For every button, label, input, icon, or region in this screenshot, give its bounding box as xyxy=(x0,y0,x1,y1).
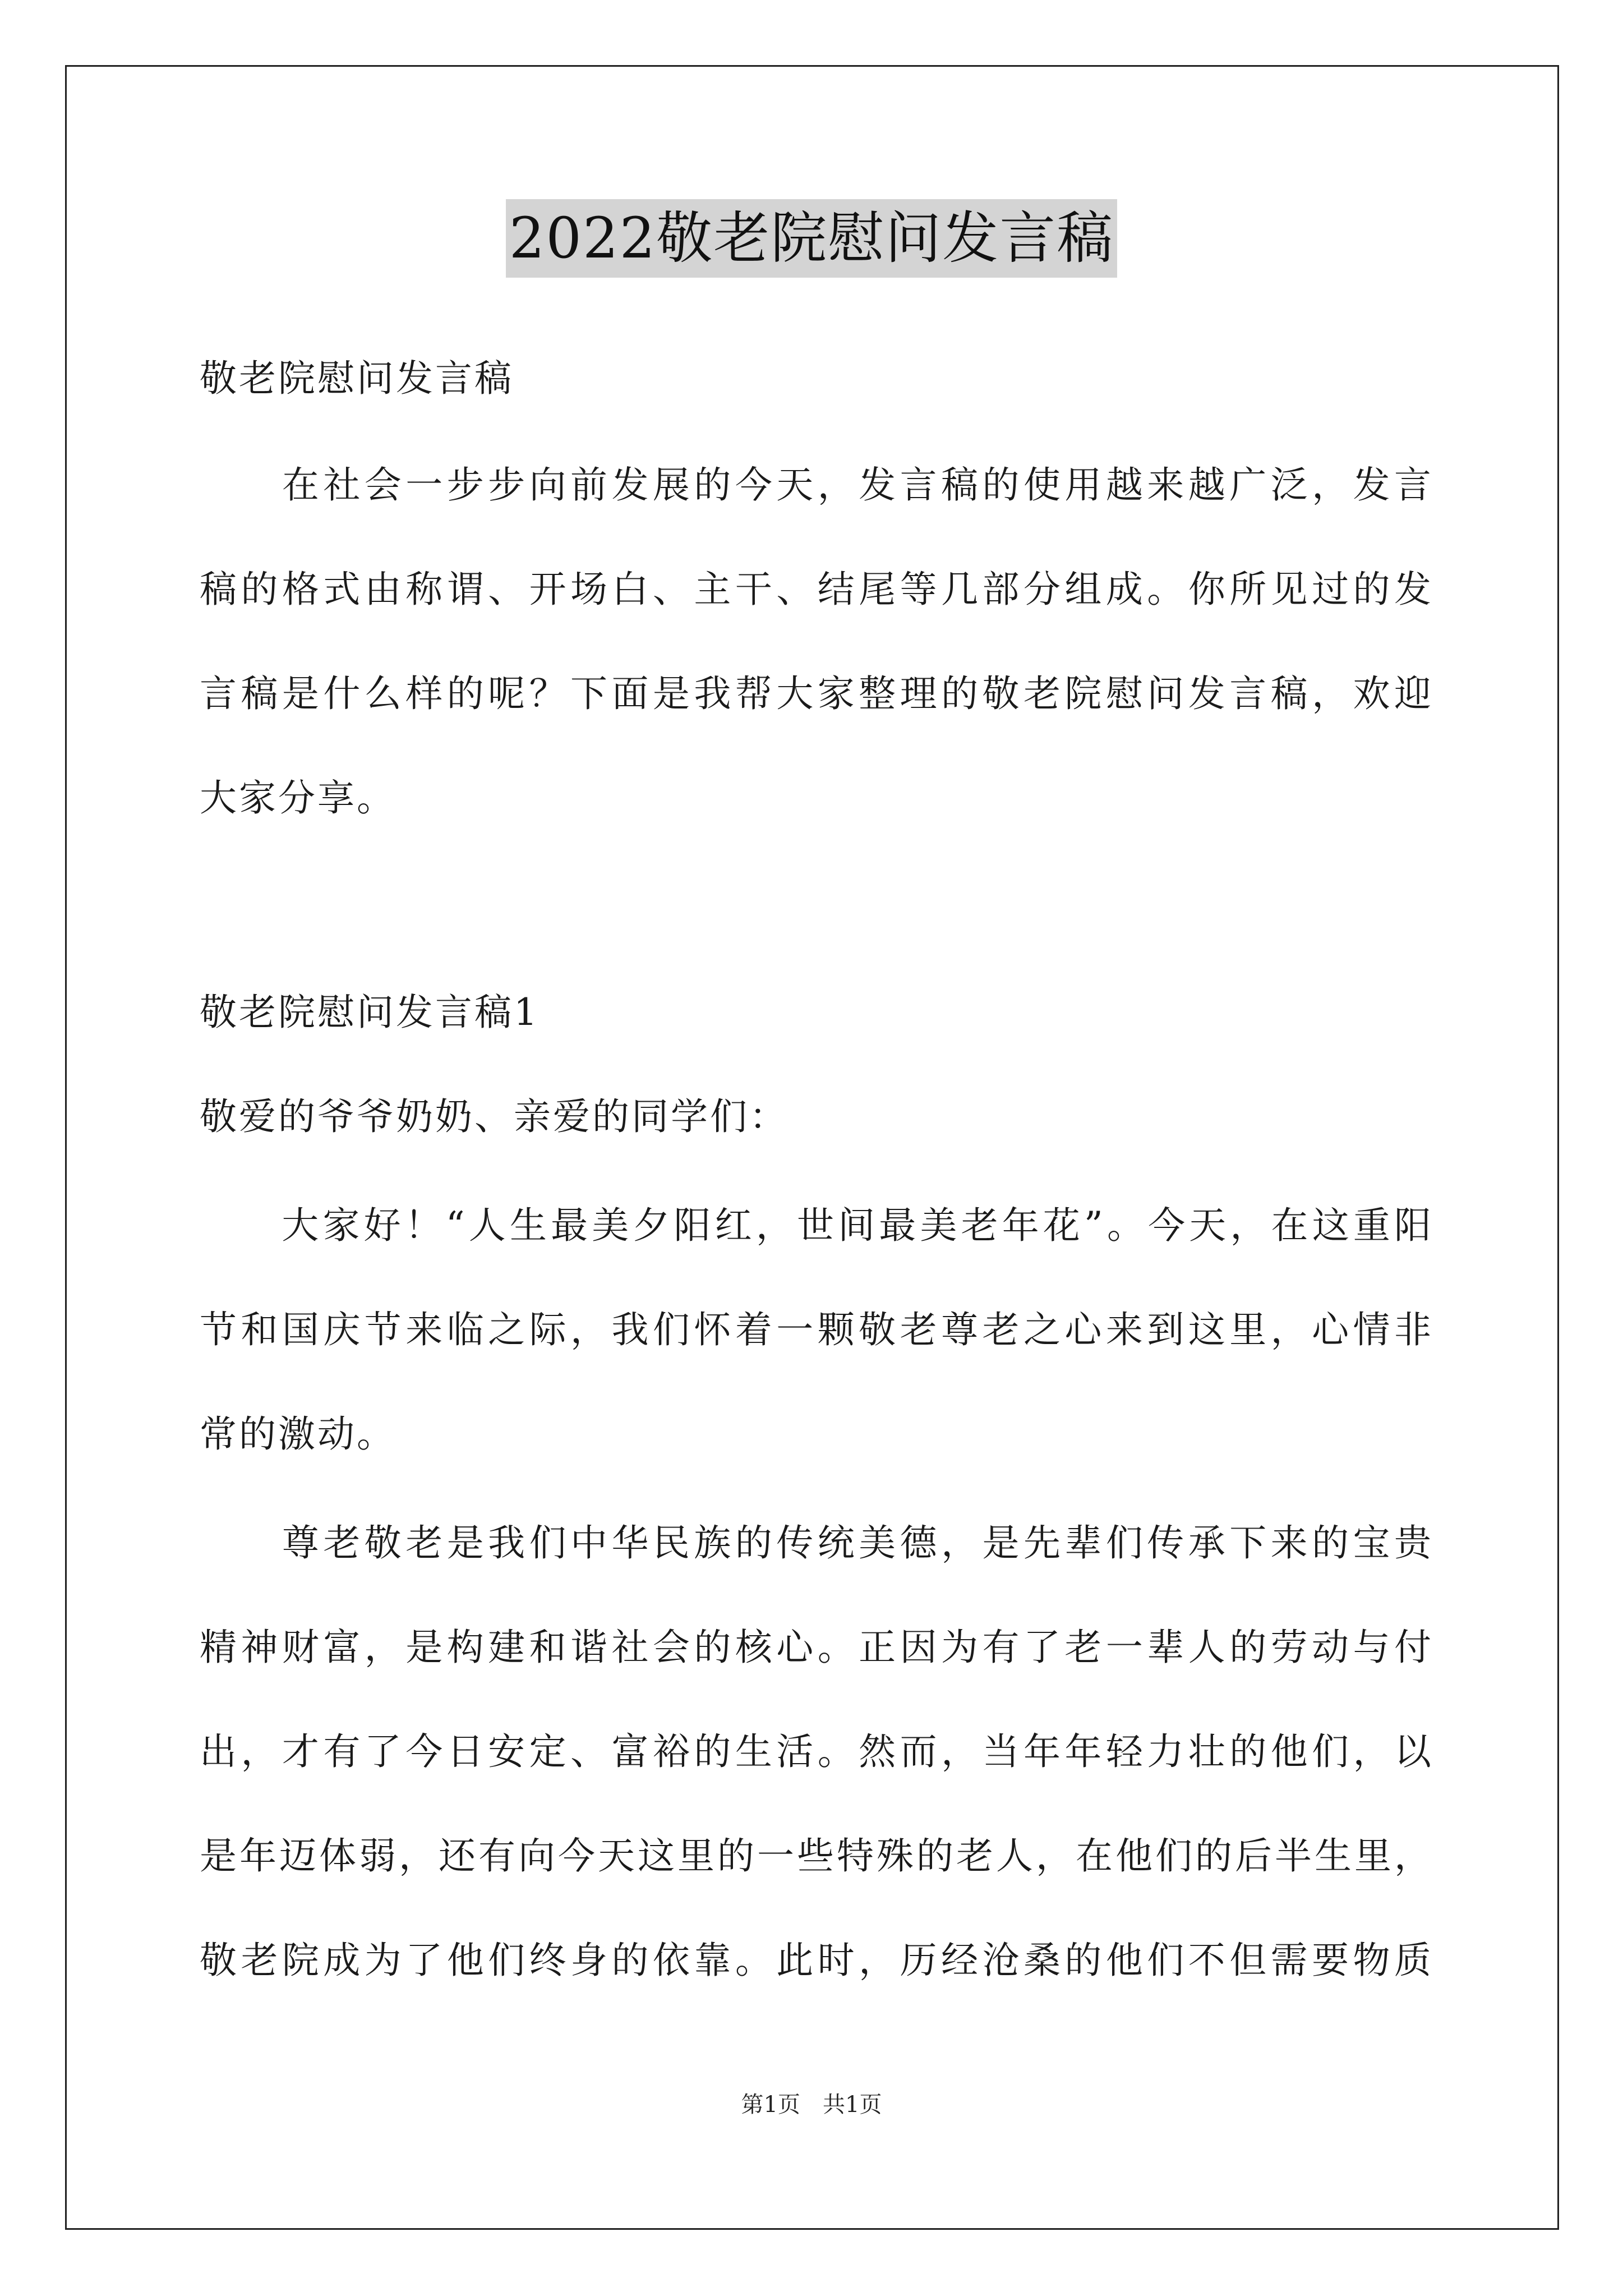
page-number: 第1页 xyxy=(741,2092,800,2118)
section-heading: 敬老院慰问发言稿1 xyxy=(200,991,540,1034)
text-line: 节和国庆节来临之际，我们怀着一颗敬老尊老之心来到这里，心情非 xyxy=(200,1308,1433,1351)
text-line: 大家好！“人生最美夕阳红，世间最美老年花”。今天，在这重阳 xyxy=(200,1204,1433,1247)
text-line: 言稿是什么样的呢？下面是我帮大家整理的敬老院慰问发言稿，欢迎 xyxy=(200,672,1433,715)
text-line: 常的激动。 xyxy=(200,1412,396,1456)
text-line: 大家分享。 xyxy=(200,776,396,820)
title-wrap xyxy=(0,199,1623,278)
page-total: 共1页 xyxy=(823,2092,882,2118)
text-line: 敬老院成为了他们终身的依靠。此时，历经沧桑的他们不但需要物质 xyxy=(200,1939,1433,1982)
subtitle-line: 敬老院慰问发言稿 xyxy=(200,357,514,400)
text-line: 在社会一步步向前发展的今天，发言稿的使用越来越广泛，发言 xyxy=(200,463,1433,507)
page-footer xyxy=(0,2088,1623,2122)
text-line: 稿的格式由称谓、开场白、主干、结尾等几部分组成。你所见过的发 xyxy=(200,568,1433,611)
document-title: 2022敬老院慰问发言稿 xyxy=(506,199,1118,278)
text-line: 是年迈体弱，还有向今天这里的一些特殊的老人，在他们的后半生里， xyxy=(200,1834,1433,1878)
text-line: 出，才有了今日安定、富裕的生活。然而，当年年轻力壮的他们，以 xyxy=(200,1730,1433,1773)
salutation-line: 敬爱的爷爷奶奶、亲爱的同学们： xyxy=(200,1095,789,1138)
text-line: 精神财富，是构建和谐社会的核心。正因为有了老一辈人的劳动与付 xyxy=(200,1626,1433,1669)
text-line: 尊老敬老是我们中华民族的传统美德，是先辈们传承下来的宝贵 xyxy=(200,1521,1433,1565)
